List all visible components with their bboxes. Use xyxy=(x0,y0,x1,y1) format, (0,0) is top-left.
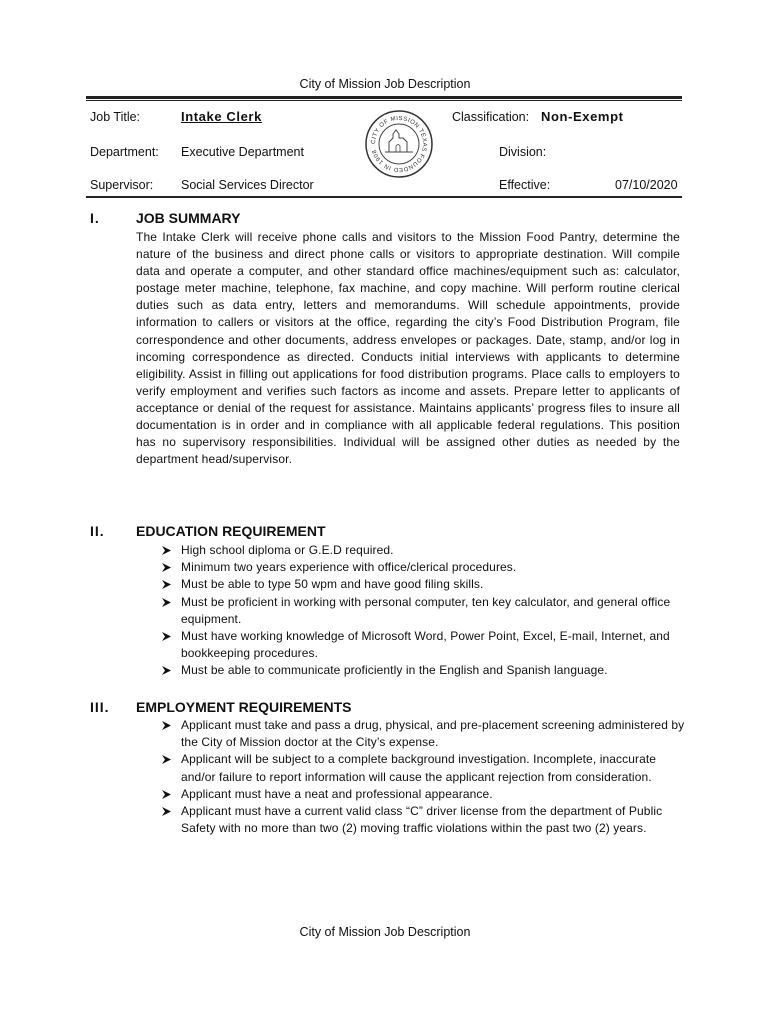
list-item: Applicant must have a current valid class “C” driver license from the department of Public Safety with no more than two (2) moving traffic violations within the past two (2) years. xyxy=(160,803,690,837)
list-item: Applicant will be subject to a complete background investigation. Incomplete, inaccurate and/or failure to report information will cause the applicant rejection from consideration. xyxy=(160,751,690,785)
section-heading-employment: EMPLOYMENT REQUIREMENTS xyxy=(136,699,352,715)
list-item: Must have working knowledge of Microsoft Word, Power Point, Excel, E-mail, Internet, and bookkeeping procedures. xyxy=(160,628,690,662)
arrow-bullet-icon xyxy=(160,717,174,734)
job-title-value: Intake Clerk xyxy=(181,109,262,124)
education-list xyxy=(160,542,690,680)
header-rule-thin xyxy=(86,100,682,101)
supervisor-value: Social Services Director xyxy=(181,178,314,192)
arrow-bullet-icon xyxy=(160,628,174,645)
seal-text: CITY OF MISSION TEXAS FOUNDED IN 1908 xyxy=(370,115,428,173)
list-item: Must be proficient in working with personal computer, ten key calculator, and general office equipment. xyxy=(160,594,690,628)
job-title-label: Job Title: xyxy=(90,110,141,124)
arrow-bullet-icon xyxy=(160,576,174,593)
arrow-bullet-icon xyxy=(160,542,174,559)
effective-value: 07/10/2020 xyxy=(615,178,678,192)
list-item: Applicant must take and pass a drug, physical, and pre-placement screening administered by the City of Mission doctor at the City’s expense. xyxy=(160,717,690,751)
header-bottom-rule xyxy=(86,196,682,198)
arrow-bullet-icon xyxy=(160,662,174,679)
city-seal-logo xyxy=(363,108,435,180)
list-item: High school diploma or G.E.D required. xyxy=(160,542,690,559)
arrow-bullet-icon xyxy=(160,559,174,576)
list-item: Applicant must have a neat and professional appearance. xyxy=(160,786,690,803)
classification-label: Classification: xyxy=(452,110,530,124)
arrow-bullet-icon xyxy=(160,786,174,803)
effective-label: Effective: xyxy=(499,178,551,192)
supervisor-label: Supervisor: xyxy=(90,178,154,192)
section-number-2: II. xyxy=(90,523,105,539)
section-heading-education: EDUCATION REQUIREMENT xyxy=(136,523,326,539)
list-item: Minimum two years experience with office/clerical procedures. xyxy=(160,559,690,576)
classification-value: Non-Exempt xyxy=(541,109,624,124)
arrow-bullet-icon xyxy=(160,751,174,768)
page-footer-title: City of Mission Job Description xyxy=(299,925,471,939)
arrow-bullet-icon xyxy=(160,594,174,611)
arrow-bullet-icon xyxy=(160,803,174,820)
division-label: Division: xyxy=(499,145,547,159)
employment-list xyxy=(160,717,690,837)
department-label: Department: xyxy=(90,145,159,159)
job-summary-paragraph: The Intake Clerk will receive phone calls and visitors to the Mission Food Pantry, determine the nature of the business and direct phone calls or visitors to appropriate destination. Will compile data and operate a computer, and other standard office machines/equipment such as: calculator, postage meter machine, telephone, fax machine, and copy machine. Will perform routine clerical duties such as data entry, letters and memorandums. Will schedule appointments, provide information to callers or visitors at the office, regarding the city’s Food Distribution Program, file correspondence and other documents, address envelopes or packages. Date, stamp, and/or log in incoming correspondence as directed. Conducts initial interviews with applicants to determine eligibility. Assist in filling out applications for food distribution programs. Place calls to employers to verify employment and verifies such factors as income and assets. Prepare letter to applicants of acceptance or denial of the request for assistance. Maintains applicants’ progress files to insure all documentation is in order and in compliance with all applicable federal regulations. This position has no supervisory responsibilities. Individual will be assigned other duties as needed by the department head/supervisor. xyxy=(136,230,680,467)
section-heading-job-summary: JOB SUMMARY xyxy=(136,210,241,226)
page-header-title: City of Mission Job Description xyxy=(299,77,471,91)
list-item: Must be able to type 50 wpm and have good filing skills. xyxy=(160,576,690,593)
header-rule-thick xyxy=(86,96,682,99)
list-item: Must be able to communicate proficiently in the English and Spanish language. xyxy=(160,662,690,679)
department-value: Executive Department xyxy=(181,145,304,159)
section-number-1: I. xyxy=(90,210,100,226)
section-number-3: III. xyxy=(90,699,110,715)
